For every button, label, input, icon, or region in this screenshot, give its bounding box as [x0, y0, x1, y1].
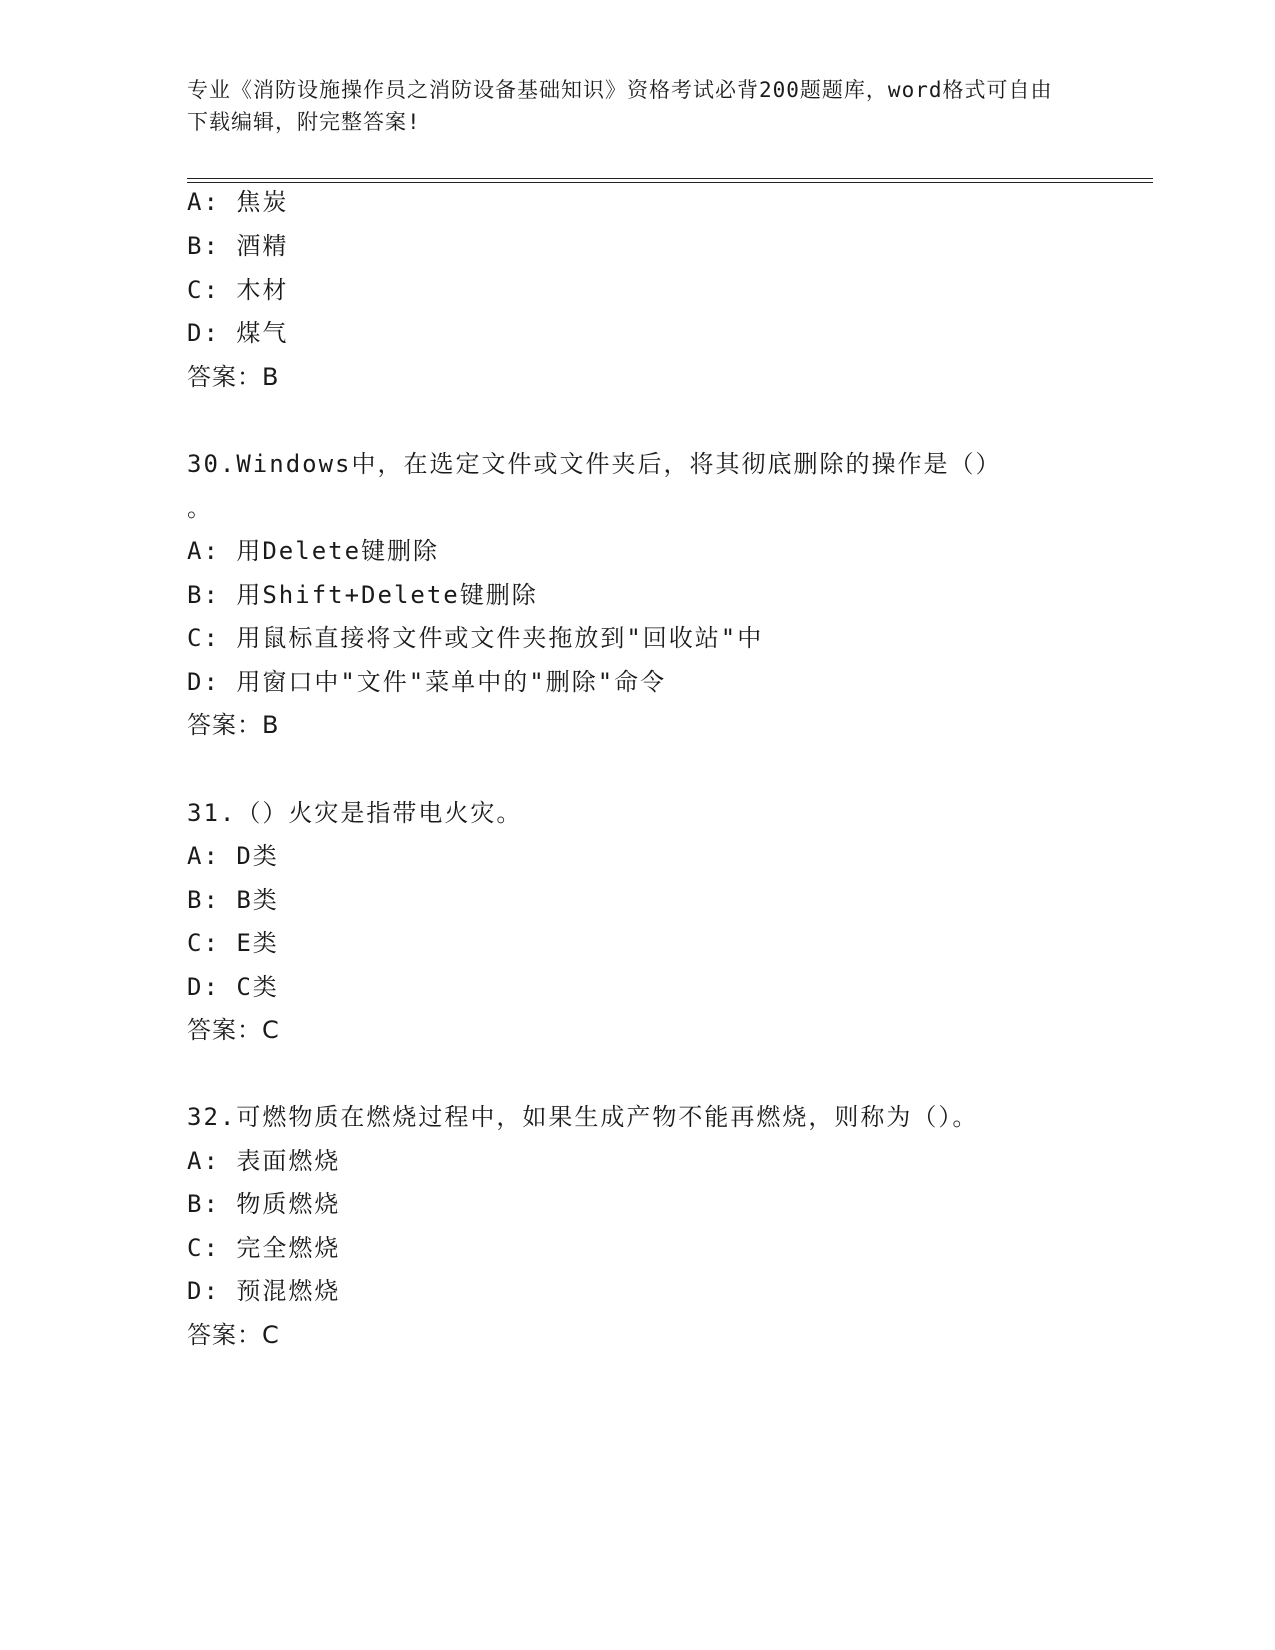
q29-option-a: A: 焦炭 — [187, 188, 289, 216]
q29-option-b: B: 酒精 — [187, 232, 289, 260]
q30-option-d: D: 用窗口中"文件"菜单中的"删除"命令 — [187, 668, 667, 696]
q30-option-b: B: 用Shift+Delete键删除 — [187, 581, 538, 609]
q32-option-b: B: 物质燃烧 — [187, 1190, 341, 1218]
q30-question-cont: 。 — [187, 494, 213, 522]
q30-answer: 答案：B — [187, 711, 280, 739]
q32-option-a: A: 表面燃烧 — [187, 1147, 341, 1175]
q31-option-c: C: E类 — [187, 929, 279, 957]
q31-option-b: B: B类 — [187, 886, 279, 914]
q31-answer: 答案：C — [187, 1016, 280, 1044]
q29-option-c: C: 木材 — [187, 276, 289, 304]
q31-option-d: D: C类 — [187, 973, 279, 1001]
q31-question: 31.（）火灾是指带电火灾。 — [187, 799, 523, 827]
q32-question: 32.可燃物质在燃烧过程中，如果生成产物不能再燃烧，则称为（）。 — [187, 1103, 979, 1131]
q32-option-d: D: 预混燃烧 — [187, 1277, 341, 1305]
q29-answer: 答案：B — [187, 363, 280, 391]
q32-option-c: C: 完全燃烧 — [187, 1234, 341, 1262]
q30-option-c: C: 用鼠标直接将文件或文件夹拖放到"回收站"中 — [187, 624, 764, 652]
q30-question: 30.Windows中，在选定文件或文件夹后，将其彻底删除的操作是（） — [187, 450, 1002, 478]
document-header: 专业《消防设施操作员之消防设备基础知识》资格考试必背200题题库，word格式可自由下载编辑，附完整答案! — [187, 78, 1053, 134]
q30-option-a: A: 用Delete键删除 — [187, 537, 440, 565]
q31-option-a: A: D类 — [187, 842, 279, 870]
header-divider — [187, 178, 1153, 183]
q29-option-d: D: 煤气 — [187, 319, 289, 347]
q32-answer: 答案：C — [187, 1321, 280, 1349]
